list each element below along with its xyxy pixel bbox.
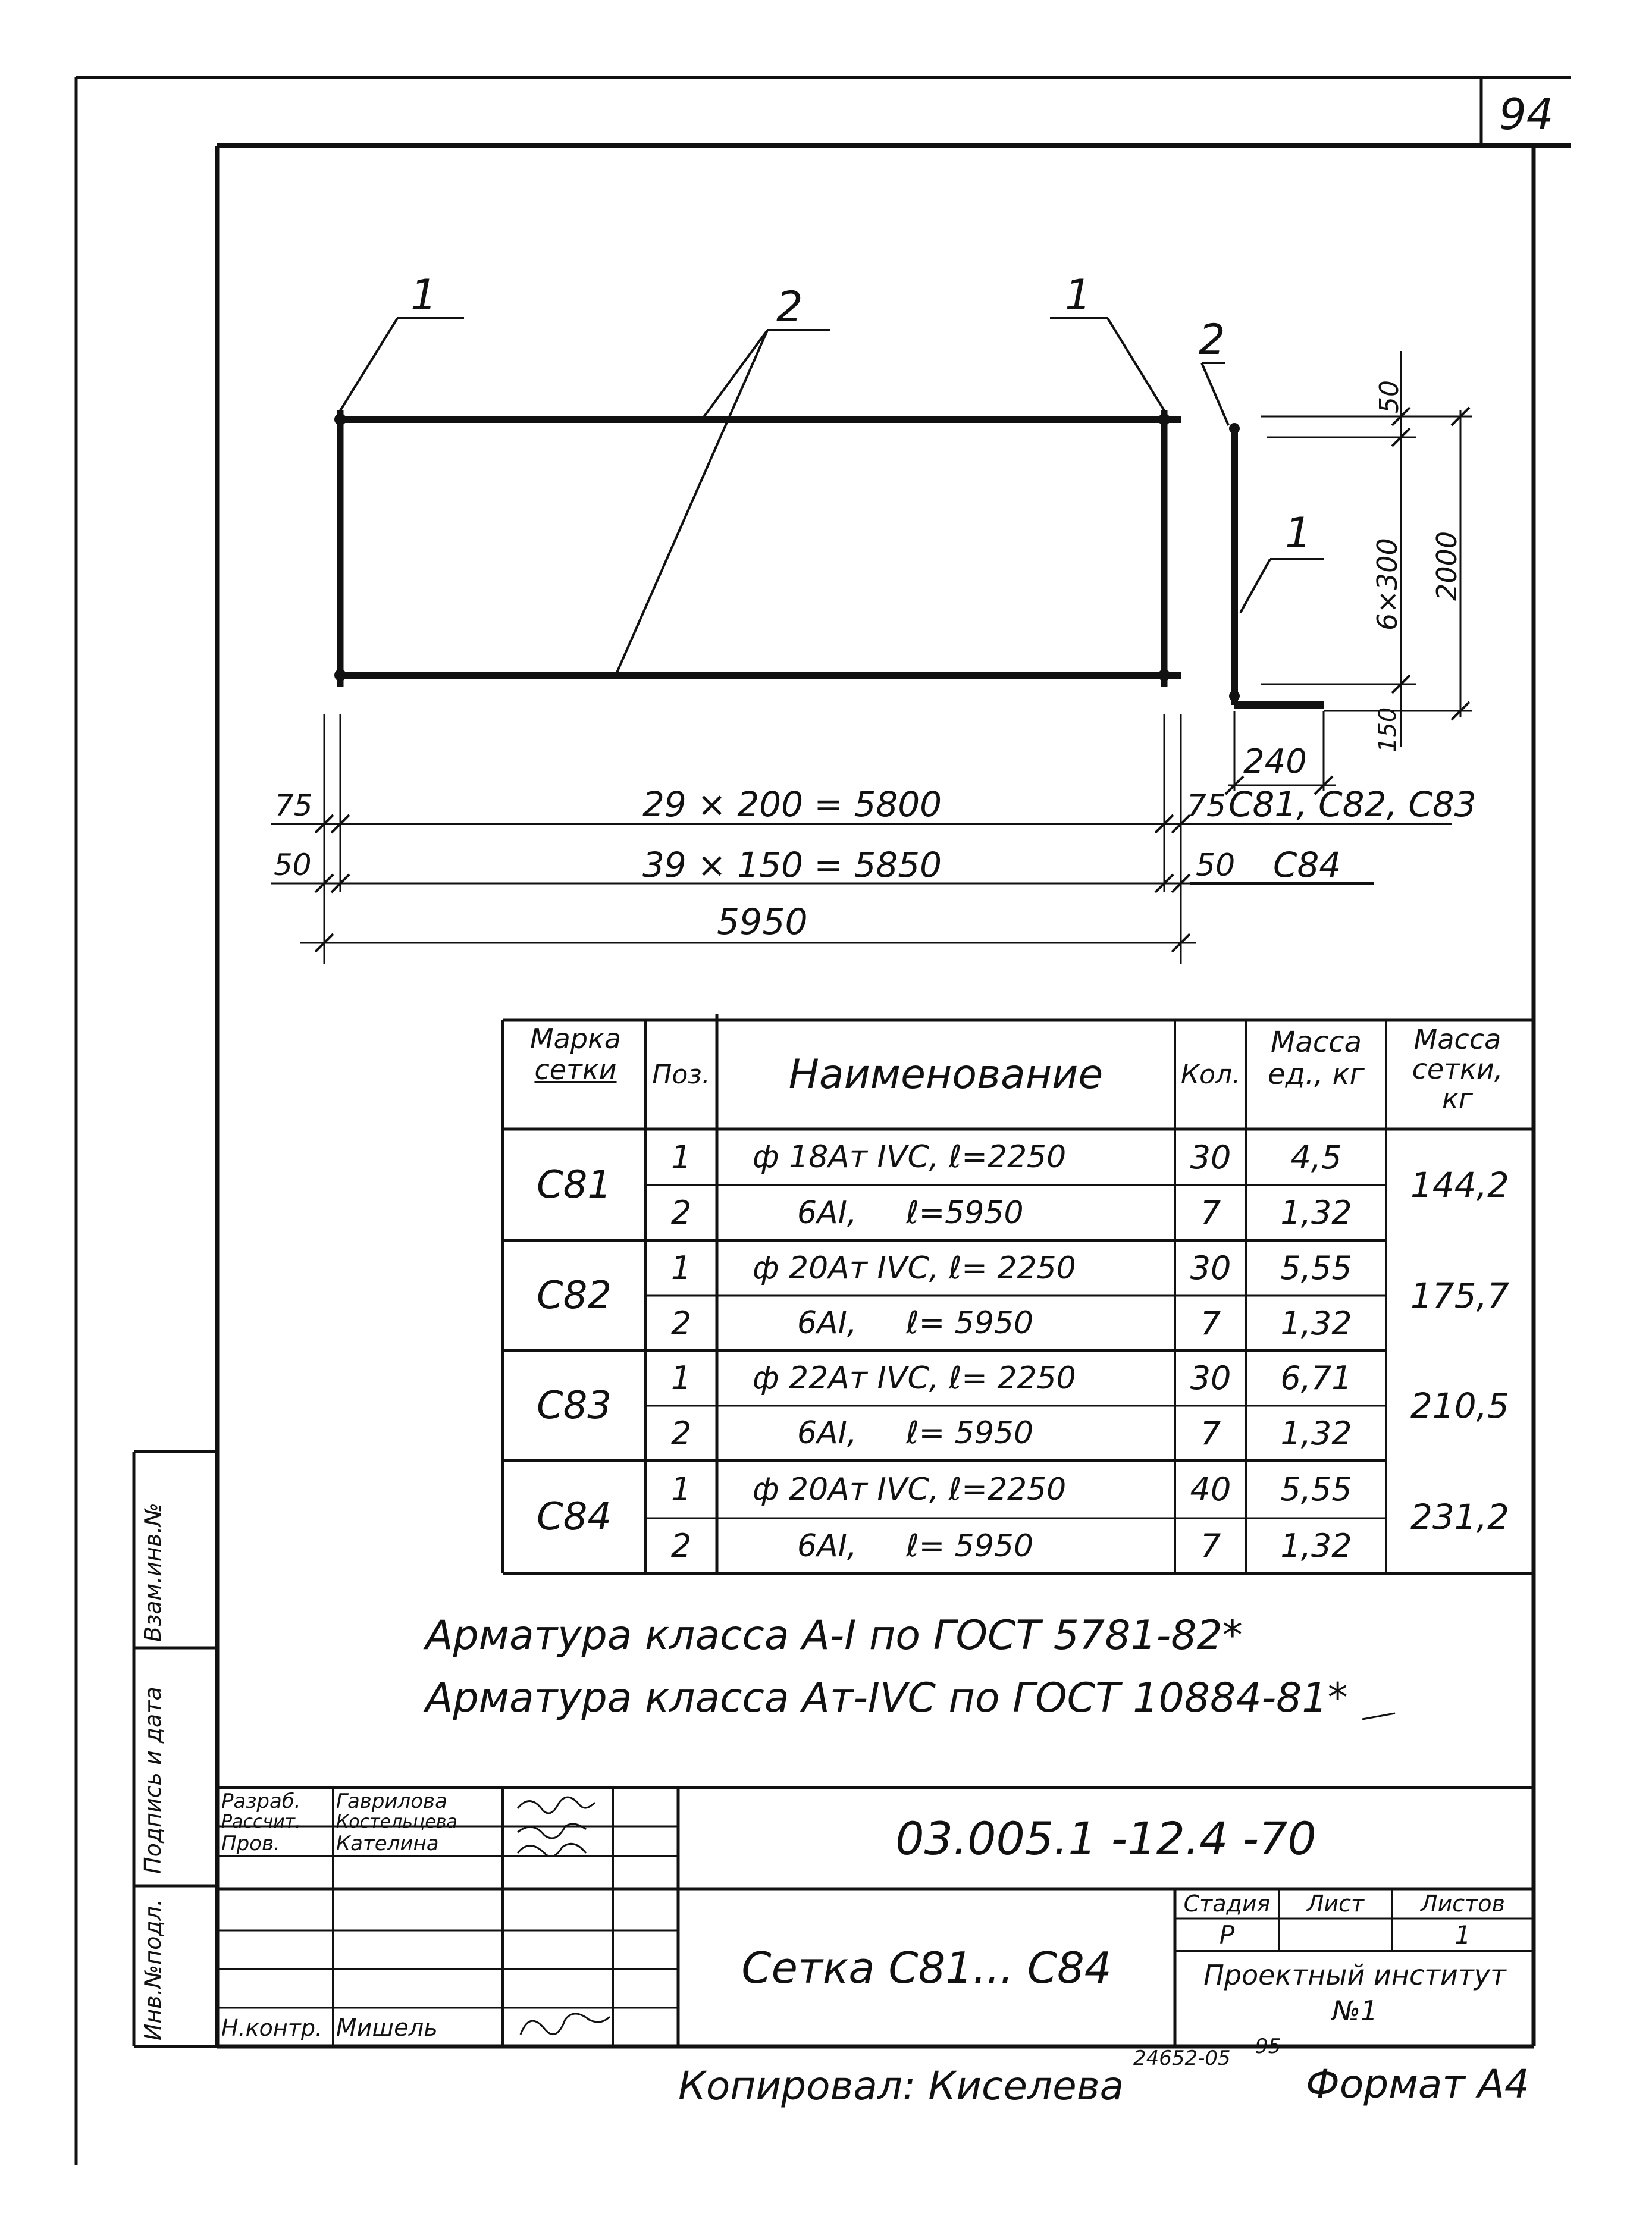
dim-75-left: 75 — [275, 788, 313, 823]
qty-cell: 7 — [1200, 1414, 1221, 1452]
pos-cell: 1 — [670, 1471, 692, 1508]
side-stamp-inv-number: Инв.№подл. — [140, 1898, 166, 2040]
role-label: Разраб. — [221, 1789, 301, 1813]
header-unit-mass-line2: ед., кг — [1268, 1058, 1365, 1091]
qty-cell: 7 — [1200, 1304, 1221, 1342]
role-name: Мишель — [336, 2014, 438, 2042]
pos-cell: 2 — [670, 1414, 692, 1452]
header-name: Наименование — [788, 1051, 1104, 1098]
total-mass-cell: 210,5 — [1410, 1385, 1510, 1426]
header-total-mass-line3: кг — [1442, 1083, 1473, 1115]
pos-cell: 1 — [670, 1249, 692, 1287]
organization — [1178, 1957, 1532, 2029]
mass-cell: 6,71 — [1280, 1359, 1352, 1397]
pos-cell: 2 — [670, 1527, 692, 1565]
mass-cell: 1,32 — [1280, 1304, 1352, 1342]
dim-row2-mid: 39 × 150 = 5850 — [642, 845, 942, 885]
mass-cell: 1,32 — [1280, 1527, 1352, 1565]
role-name: Кателина — [336, 1832, 439, 1855]
dim-row1-mid: 29 × 200 = 5800 — [642, 784, 942, 825]
qty-cell: 40 — [1190, 1471, 1231, 1508]
qty-cell: 30 — [1190, 1249, 1231, 1287]
pos-cell: 2 — [670, 1194, 692, 1231]
dim-50-top: 50 — [1374, 380, 1405, 413]
document-code: 03.005.1 -12.4 -70 — [895, 1811, 1316, 1865]
header-brand-line2: сетки — [534, 1054, 617, 1086]
brand-cell: С84 — [536, 1495, 612, 1539]
name-cell: 6AI, ℓ= 5950 — [797, 1415, 1034, 1451]
header-pos: Поз. — [652, 1060, 710, 1090]
total-mass-cell: 144,2 — [1410, 1164, 1510, 1205]
mass-cell: 1,32 — [1280, 1414, 1352, 1452]
role-label: Рассчит. — [221, 1811, 301, 1832]
total-mass-cell: 231,2 — [1410, 1497, 1510, 1537]
name-cell: 6AI, ℓ= 5950 — [797, 1305, 1034, 1341]
dim-row2-right: 50 — [1196, 848, 1236, 883]
dim-row1-brands: С81, С82, С83 — [1228, 784, 1477, 825]
name-cell: ф 22Ат IVC, ℓ= 2250 — [753, 1360, 1076, 1396]
mass-cell: 5,55 — [1280, 1249, 1352, 1287]
signature-developer — [518, 1797, 595, 1813]
dim-6x300: 6×300 — [1371, 538, 1403, 631]
sheets-value: 1 — [1454, 1920, 1471, 1949]
mass-cell: 1,32 — [1280, 1194, 1352, 1231]
qty-cell: 30 — [1190, 1138, 1231, 1176]
pos-cell: 1 — [670, 1359, 692, 1397]
page-number: 94 — [1499, 89, 1554, 139]
qty-cell: 30 — [1190, 1359, 1231, 1397]
header-total-mass-line2: сетки, — [1412, 1053, 1503, 1085]
format-label: Формат А4 — [1306, 2061, 1529, 2107]
header-qty: Кол. — [1180, 1060, 1241, 1090]
role-name: Костельцева — [336, 1811, 457, 1832]
name-cell: 6AI, ℓ=5950 — [797, 1195, 1024, 1231]
dim-50-left: 50 — [274, 848, 312, 882]
role-label: Пров. — [221, 1832, 280, 1855]
pos-label-1-side: 1 — [1285, 509, 1312, 557]
archive-page: 95 — [1255, 2035, 1281, 2058]
name-cell: ф 20Ат IVC, ℓ=2250 — [753, 1471, 1067, 1507]
pos-label-1-right: 1 — [1065, 271, 1092, 319]
dim-row1-right: 75 — [1187, 788, 1227, 824]
note-line-1: Арматура класса А-I по ГОСТ 5781-82* — [425, 1612, 1243, 1659]
sheet-header: Лист — [1306, 1891, 1365, 1917]
total-mass-cell: 175,7 — [1410, 1275, 1510, 1316]
side-stamp-replaced-inv: Взам.инв.№ — [140, 1503, 166, 1642]
header-brand-line1: Марка — [529, 1023, 622, 1055]
role-name: Гаврилова — [336, 1789, 447, 1813]
dim-row2-brand: С84 — [1273, 845, 1341, 885]
note-line-2: Арматура класса Ат-IVC по ГОСТ 10884-81* — [425, 1675, 1348, 1722]
organization-line1: Проектный институт — [1203, 1959, 1506, 1991]
dim-total: 5950 — [717, 901, 808, 943]
mass-cell: 4,5 — [1290, 1138, 1342, 1176]
archive-number: 24652-05 — [1133, 2046, 1231, 2070]
header-total-mass-line1: Масса — [1413, 1023, 1501, 1055]
qty-cell: 7 — [1200, 1194, 1221, 1231]
organization-line2: №1 — [1331, 1995, 1378, 2027]
mass-cell: 5,55 — [1280, 1471, 1352, 1508]
role-label: Н.контр. — [221, 2015, 323, 2041]
dim-2000: 2000 — [1431, 531, 1463, 601]
header-unit-mass-line1: Масса — [1270, 1026, 1362, 1059]
pos-cell: 2 — [670, 1304, 692, 1342]
signature-norm-control — [521, 2014, 610, 2035]
brand-cell: С81 — [536, 1162, 612, 1207]
sheet-value — [1279, 1919, 1392, 1951]
copied-by: Копировал: Киселева — [678, 2063, 1124, 2109]
name-cell: ф 20Ат IVC, ℓ= 2250 — [753, 1250, 1076, 1286]
name-cell: 6AI, ℓ= 5950 — [797, 1528, 1034, 1564]
brand-cell: С83 — [536, 1383, 612, 1428]
signature-calculator — [518, 1824, 586, 1838]
name-cell: ф 18Ат IVC, ℓ=2250 — [753, 1139, 1067, 1175]
qty-cell: 7 — [1200, 1527, 1221, 1565]
dim-240: 240 — [1243, 742, 1307, 781]
stage-value: Р — [1219, 1920, 1235, 1949]
stage-header: Стадия — [1183, 1891, 1271, 1917]
pos-label-2-top: 2 — [776, 283, 803, 331]
dim-150: 150 — [1374, 707, 1402, 753]
pos-label-2-side: 2 — [1199, 315, 1225, 364]
sheets-header: Листов — [1421, 1891, 1505, 1917]
document-title: Сетка С81... С84 — [741, 1942, 1112, 1993]
pos-cell: 1 — [670, 1138, 692, 1176]
brand-cell: С82 — [536, 1273, 612, 1318]
side-stamp-signature-date: Подпись и дата — [140, 1687, 166, 1874]
signature-checker — [518, 1844, 586, 1856]
pos-label-1-left: 1 — [410, 271, 437, 319]
